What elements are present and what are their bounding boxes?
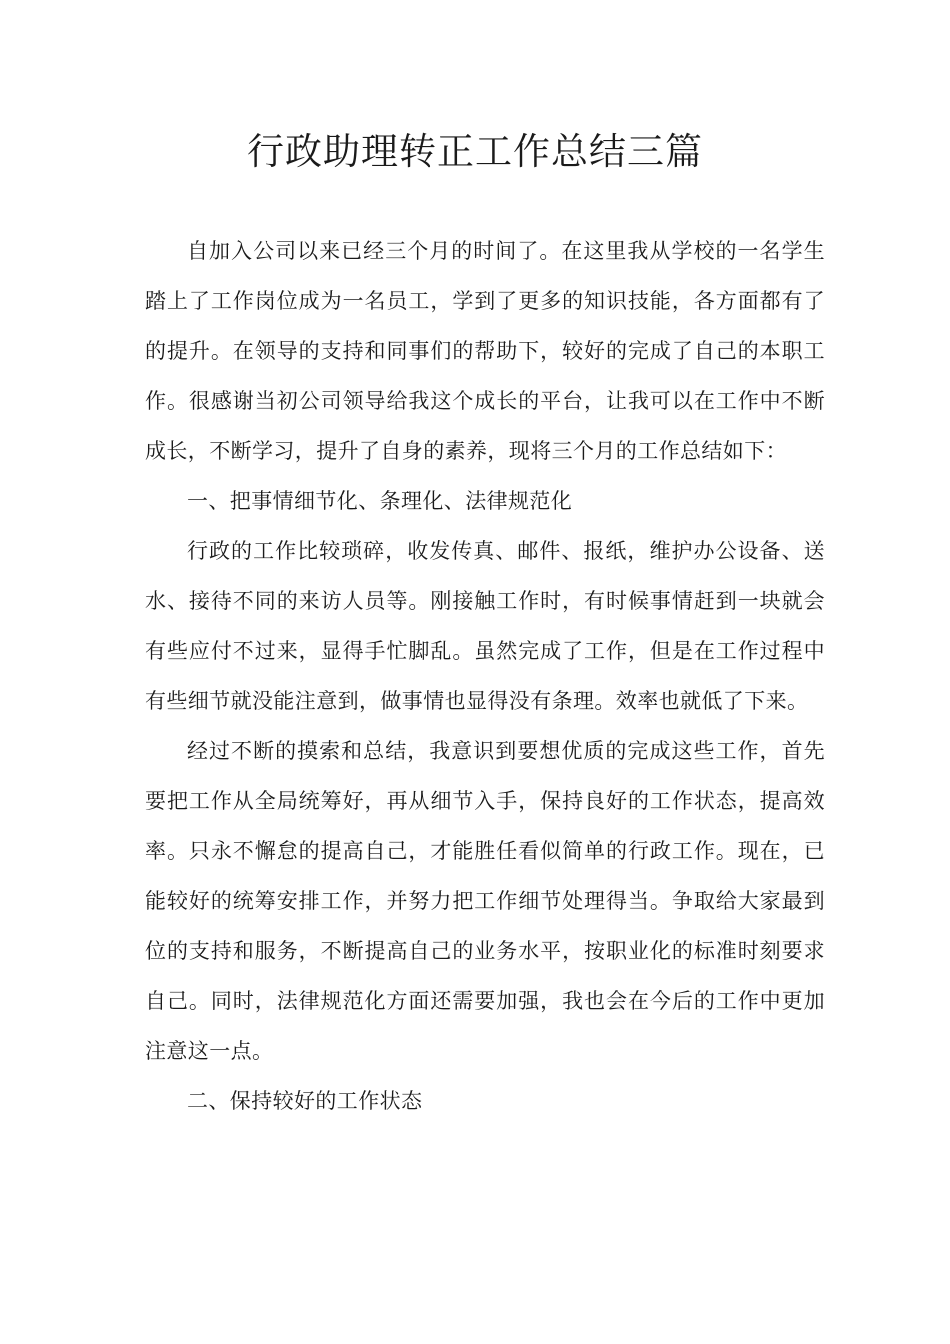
- document-title: 行政助理转正工作总结三篇: [247, 130, 703, 173]
- paragraph-section-1-a: 行政的工作比较琐碎，收发传真、邮件、报纸，维护办公设备、送水、接待不同的来访人员等。刚接触工作时，有时候事情赶到一块就会有些应付不过来，显得手忙脚乱。虽然完成了工作，但是在工作过程中有些细节就没能注意到，做事情也显得没有条理。效率也就低了下来。: [145, 539, 825, 713]
- paragraph-intro: 自加入公司以来已经三个月的时间了。在这里我从学校的一名学生踏上了工作岗位成为一名员工，学到了更多的知识技能，各方面都有了的提升。在领导的支持和同事们的帮助下，较好的完成了自己的本职工作。很感谢当初公司领导给我这个成长的平台，让我可以在工作中不断成长，不断学习，提升了自身的素养，现将三个月的工作总结如下：: [145, 239, 825, 463]
- section-heading-2: 二、保持较好的工作状态: [187, 1089, 423, 1113]
- paragraph-section-1-b: 经过不断的摸索和总结，我意识到要想优质的完成这些工作，首先要把工作从全局统筹好，再从细节入手，保持良好的工作状态，提高效率。只永不懈怠的提高自己，才能胜任看似简单的行政工作。现在，已能较好的统筹安排工作，并努力把工作细节处理得当。争取给大家最到位的支持和服务，不断提高自己的业务水平，按职业化的标准时刻要求自己。同时，法律规范化方面还需要加强，我也会在今后的工作中更加注意这一点。: [145, 739, 825, 1063]
- document-body: [145, 226, 825, 1126]
- section-heading-1: 一、把事情细节化、条理化、法律规范化: [187, 489, 573, 513]
